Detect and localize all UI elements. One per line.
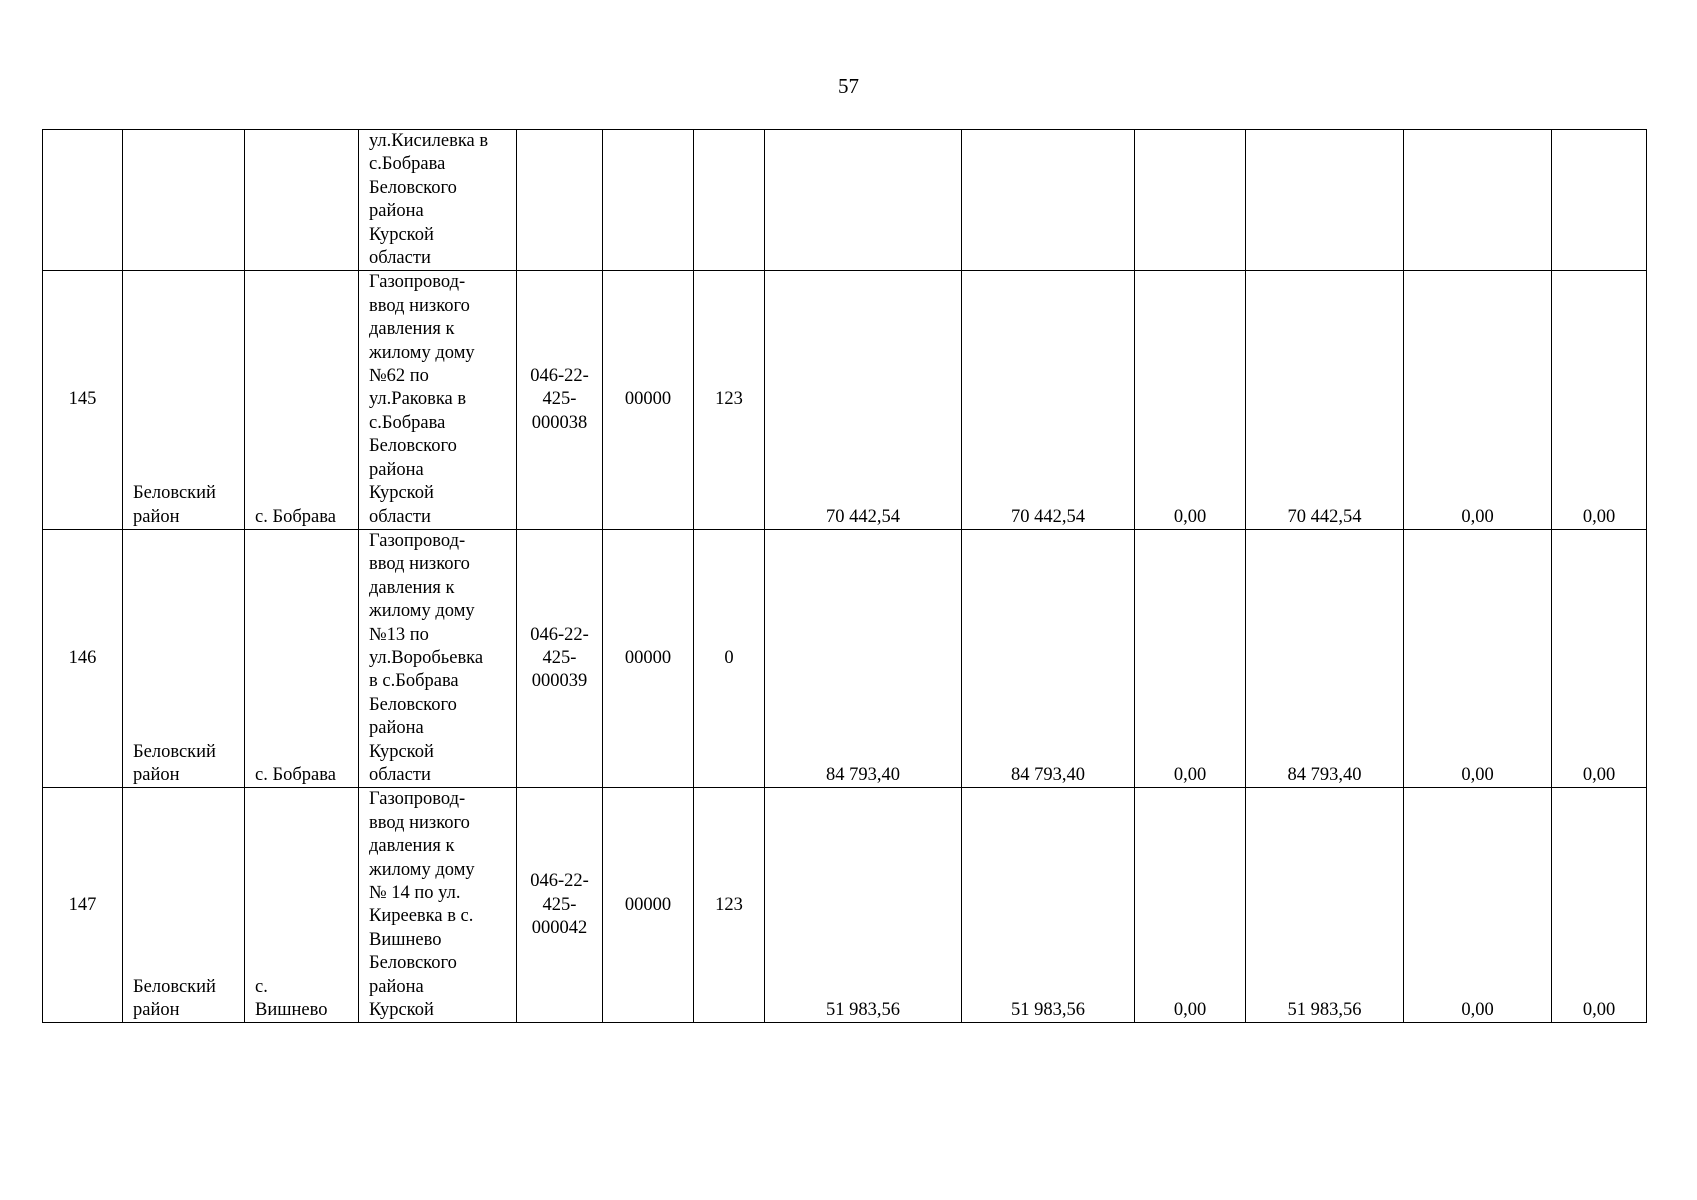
- cadastral-number-cell: 046-22- 425- 000042: [517, 788, 603, 1023]
- value-cell-3: 0,00: [1135, 788, 1246, 1023]
- row-number-cell: [43, 130, 123, 271]
- value-cell-5: 0,00: [1404, 271, 1552, 529]
- object-name-cell: ул.Кисилевка в с.Бобрава Беловского района Курской области: [359, 130, 517, 271]
- value-cell-2: 70 442,54: [962, 271, 1135, 529]
- value-cell-3: 0,00: [1135, 529, 1246, 787]
- object-name-cell: Газопровод- ввод низкого давления к жилому дому № 14 по ул. Киреевка в с. Вишнево Беловского района Курской: [359, 788, 517, 1023]
- page-number: 57: [838, 74, 859, 98]
- code-cell: 00000: [603, 271, 694, 529]
- table-row: [43, 529, 1647, 787]
- value-cell-1: [765, 130, 962, 271]
- object-name-cell: Газопровод- ввод низкого давления к жилому дому №62 по ул.Раковка в с.Бобрава Беловского района Курской области: [359, 271, 517, 529]
- value-cell-6: 0,00: [1552, 788, 1647, 1023]
- value-cell-6: 0,00: [1552, 271, 1647, 529]
- cadastral-number-cell: 046-22- 425- 000038: [517, 271, 603, 529]
- district-cell: Беловский район: [123, 529, 245, 787]
- value-cell-2: 51 983,56: [962, 788, 1135, 1023]
- row-number-cell: 147: [43, 788, 123, 1023]
- value-cell-3: 0,00: [1135, 271, 1246, 529]
- value-cell-1: 84 793,40: [765, 529, 962, 787]
- okof-cell: 0: [694, 529, 765, 787]
- object-name-cell: Газопровод- ввод низкого давления к жилому дому №13 по ул.Воробьевка в с.Бобрава Беловского района Курской области: [359, 529, 517, 787]
- cadastral-number-cell: [517, 130, 603, 271]
- okof-cell: [694, 130, 765, 271]
- row-number-cell: 146: [43, 529, 123, 787]
- value-cell-1: 70 442,54: [765, 271, 962, 529]
- value-cell-5: [1404, 130, 1552, 271]
- code-cell: [603, 130, 694, 271]
- district-cell: Беловский район: [123, 271, 245, 529]
- table-row: [43, 788, 1647, 1023]
- row-number-cell: 145: [43, 271, 123, 529]
- value-cell-3: [1135, 130, 1246, 271]
- table-row: [43, 130, 1647, 271]
- value-cell-2: 84 793,40: [962, 529, 1135, 787]
- value-cell-4: 51 983,56: [1246, 788, 1404, 1023]
- code-cell: 00000: [603, 529, 694, 787]
- value-cell-4: 70 442,54: [1246, 271, 1404, 529]
- settlement-cell: [245, 130, 359, 271]
- value-cell-4: [1246, 130, 1404, 271]
- district-cell: Беловский район: [123, 788, 245, 1023]
- value-cell-5: 0,00: [1404, 788, 1552, 1023]
- value-cell-6: [1552, 130, 1647, 271]
- settlement-cell: с. Бобрава: [245, 271, 359, 529]
- okof-cell: 123: [694, 788, 765, 1023]
- property-register-table: [42, 129, 1647, 1023]
- settlement-cell: с. Бобрава: [245, 529, 359, 787]
- value-cell-4: 84 793,40: [1246, 529, 1404, 787]
- value-cell-1: 51 983,56: [765, 788, 962, 1023]
- value-cell-2: [962, 130, 1135, 271]
- district-cell: [123, 130, 245, 271]
- value-cell-6: 0,00: [1552, 529, 1647, 787]
- settlement-cell: с. Вишнево: [245, 788, 359, 1023]
- value-cell-5: 0,00: [1404, 529, 1552, 787]
- okof-cell: 123: [694, 271, 765, 529]
- table-row: [43, 271, 1647, 529]
- code-cell: 00000: [603, 788, 694, 1023]
- cadastral-number-cell: 046-22- 425- 000039: [517, 529, 603, 787]
